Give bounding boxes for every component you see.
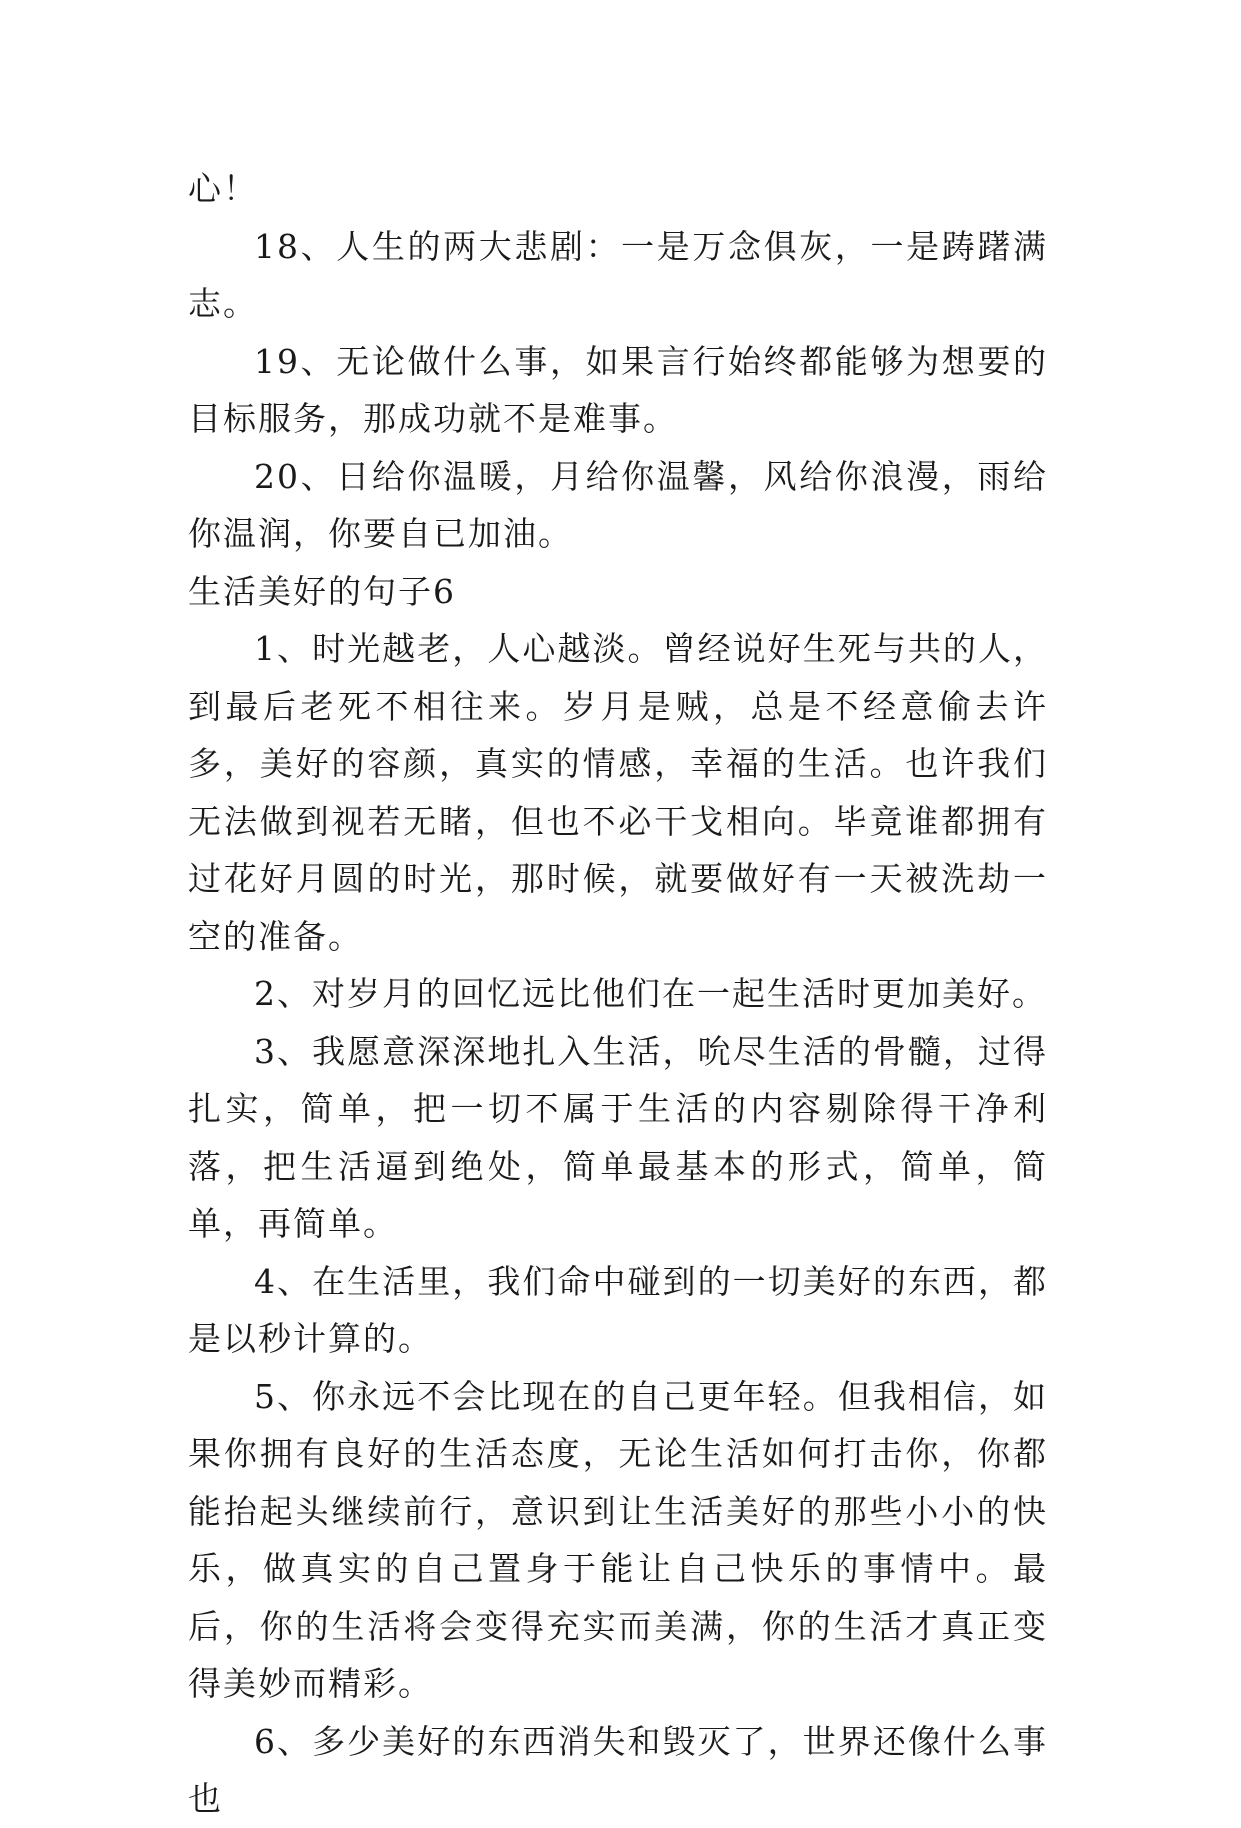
paragraph-item-3: 3、我愿意深深地扎入生活，吮尽生活的骨髓，过得扎实，简单，把一切不属于生活的内容剔除得干净利落，把生活逼到绝处，简单最基本的形式，简单，简单，再简单。: [188, 1031, 1048, 1243]
paragraph-item-1: 1、时光越老，人心越淡。曾经说好生死与共的人，到最后老死不相往来。岁月是贼，总是不经意偷去许多，美好的容颜，真实的情感，幸福的生活。也许我们无法做到视若无睹，但也不必干戈相向。毕竟谁都拥有过花好月圆的时光，那时候，就要做好有一天被洗劫一空的准备。: [188, 629, 1048, 956]
paragraph-item-18: 18、人生的两大悲剧：一是万念俱灰，一是踌躇满志。: [188, 226, 1048, 323]
paragraph-item-5: 5、你永远不会比现在的自己更年轻。但我相信，如果你拥有良好的生活态度，无论生活如何打击你，你都能抬起头继续前行，意识到让生活美好的那些小小的快乐，做真实的自己置身于能让自己快乐的事情中。最后，你的生活将会变得充实而美满，你的生活才真正变得美妙而精彩。: [188, 1376, 1048, 1703]
paragraph-item-4: 4、在生活里，我们命中碰到的一切美好的东西，都是以秒计算的。: [188, 1261, 1048, 1358]
paragraph-continuation: 心！: [188, 169, 258, 208]
paragraph-item-6: 6、多少美好的东西消失和毁灭了，世界还像什么事也: [188, 1721, 1048, 1818]
section-heading: 生活美好的句子6: [188, 571, 456, 611]
paragraph-item-2: 2、对岁月的回忆远比他们在一起生活时更加美好。: [254, 974, 1047, 1013]
paragraph-item-19: 19、无论做什么事，如果言行始终都能够为想要的目标服务，那成功就不是难事。: [188, 341, 1048, 438]
document-body: [188, 160, 1048, 1828]
paragraph-item-20: 20、日给你温暖，月给你温馨，风给你浪漫，雨给你温润，你要自已加油。: [188, 456, 1048, 553]
